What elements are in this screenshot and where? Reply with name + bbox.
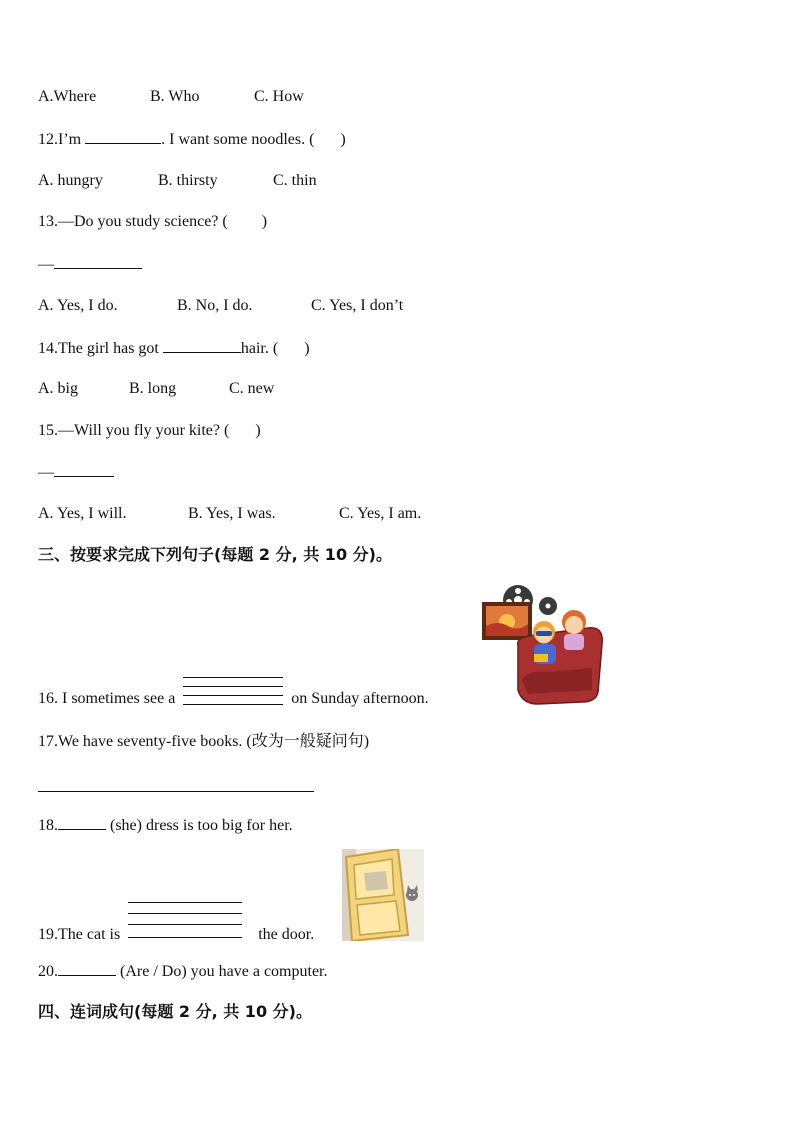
q12-blank[interactable]	[85, 129, 161, 144]
q14-option-c: C. new	[229, 380, 275, 397]
q14-option-a: A. big	[38, 380, 78, 397]
q19-prefix: 19.The cat is	[38, 926, 121, 943]
q15-dash: —	[38, 464, 54, 481]
q16-prefix: 16. I sometimes see a	[38, 690, 176, 707]
q13-blank[interactable]	[54, 254, 142, 269]
q11-options	[38, 87, 304, 107]
q13-option-c: C. Yes, I don’t	[311, 297, 404, 314]
cat-door-picture	[342, 849, 424, 941]
q12-question	[38, 129, 346, 150]
q13-dash: —	[38, 256, 54, 273]
q11-option-b: B. Who	[150, 88, 200, 105]
q13-option-a: A. Yes, I do.	[38, 297, 118, 314]
q15-answer	[38, 462, 114, 483]
q12-option-b: B. thirsty	[158, 172, 218, 189]
section-3-heading: 三、按要求完成下列句子(每题 2 分, 共 10 分)。	[38, 545, 392, 564]
q13-question	[38, 212, 267, 232]
q18-blank[interactable]	[58, 815, 106, 830]
q12-option-c: C. thin	[273, 172, 317, 189]
q14-question	[38, 338, 310, 359]
q20-blank[interactable]	[58, 961, 116, 976]
q14-prefix: 14.The girl has got	[38, 340, 159, 357]
q12-suffix: . I want some noodles. (	[161, 131, 315, 148]
q20-prefix: 20.	[38, 963, 58, 980]
q15-option-a: A. Yes, I will.	[38, 505, 127, 522]
q13-options	[38, 296, 403, 316]
q16-four-line-blank[interactable]	[183, 689, 283, 709]
q13-answer	[38, 254, 142, 275]
q12-option-a: A. hungry	[38, 172, 103, 189]
q12-options	[38, 171, 317, 191]
q19-question	[38, 925, 314, 945]
q15-close: )	[255, 422, 261, 439]
q18-suffix: (she) dress is too big for her.	[110, 817, 293, 834]
q14-suffix: hair. (	[240, 340, 279, 357]
q16-suffix: on Sunday afternoon.	[291, 690, 429, 707]
q20-suffix: (Are / Do) you have a computer.	[120, 963, 328, 980]
q15-blank[interactable]	[54, 462, 114, 477]
q14-close: )	[304, 340, 310, 357]
q13-close: )	[261, 213, 268, 230]
q19-four-line-blank[interactable]	[128, 925, 242, 945]
q11-option-a: A.Where	[38, 88, 97, 105]
q15-prompt: 15.—Will you fly your kite? (	[38, 422, 230, 439]
q15-option-c: C. Yes, I am.	[339, 505, 422, 522]
q19-suffix: the door.	[258, 926, 315, 943]
q18-question	[38, 815, 293, 836]
q17-answer-line[interactable]	[38, 791, 314, 792]
q13-option-b: B. No, I do.	[177, 297, 253, 314]
q14-option-b: B. long	[129, 380, 177, 397]
q12-prefix: 12.I’m	[38, 131, 82, 148]
cinema-picture	[478, 584, 606, 706]
q15-question	[38, 421, 261, 441]
q15-option-b: B. Yes, I was.	[188, 505, 276, 522]
q15-options	[38, 504, 421, 524]
q11-option-c: C. How	[254, 88, 304, 105]
q12-close: )	[340, 131, 346, 148]
q18-prefix: 18.	[38, 817, 58, 834]
q14-options	[38, 379, 274, 399]
q20-question	[38, 961, 327, 982]
section-4-heading: 四、连词成句(每题 2 分, 共 10 分)。	[38, 1002, 312, 1021]
q14-blank[interactable]	[163, 338, 241, 353]
q16-question	[38, 689, 429, 709]
q17-question: 17.We have seventy-five books. (改为一般疑问句)	[38, 733, 370, 750]
q13-prompt: 13.—Do you study science? (	[38, 213, 228, 230]
